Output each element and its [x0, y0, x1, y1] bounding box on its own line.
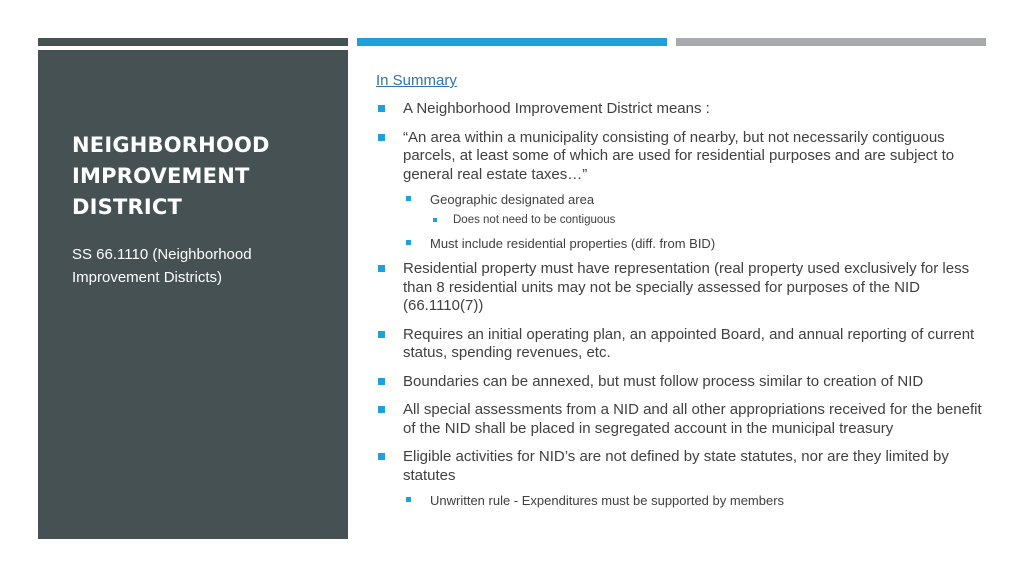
list-item — [376, 373, 986, 392]
square-bullet-icon — [378, 105, 385, 112]
sub-list-item — [403, 235, 986, 252]
sub-list-item — [403, 191, 986, 228]
section-heading: In Summary — [376, 72, 457, 89]
sub-bullet-list — [403, 191, 986, 252]
top-bar-gray — [676, 38, 986, 46]
list-item-text: Eligible activities for NID’s are not defined by state statutes, nor are they limited by statutes — [403, 448, 949, 484]
square-bullet-icon — [378, 134, 385, 141]
bullet-list — [376, 100, 986, 509]
subtitle-line-2: Improvement Districts) — [72, 269, 223, 286]
list-item — [376, 260, 986, 316]
title-panel — [38, 50, 348, 539]
content-area — [376, 71, 986, 519]
list-item — [376, 326, 986, 363]
sub-sub-bullet-list — [430, 213, 986, 228]
list-item — [376, 401, 986, 438]
top-bar-blue — [357, 38, 667, 46]
list-item-text: “An area within a municipality consisting of nearby, but not necessarily contiguous parcels, at least some of which are used for residential purposes and are subject to general real estate taxes…” — [403, 128, 955, 183]
list-item-text: Residential property must have representation (real property used exclusively for less than 8 residential units may not be specially assessed for purposes of the NID (66.1110(7)) — [403, 260, 970, 314]
square-bullet-icon — [378, 378, 385, 385]
slide-subtitle — [72, 243, 332, 289]
square-bullet-icon — [378, 331, 385, 338]
square-bullet-icon — [378, 406, 385, 413]
list-item-text: All special assessments from a NID and all other appropriations received for the benefit of the NID shall be placed in segregated account in the municipal treasury — [403, 401, 982, 437]
sub-list-item-text: Unwritten rule - Expenditures must be supported by members — [430, 493, 785, 508]
sub-bullet-list — [403, 492, 986, 509]
sub-sub-list-item — [430, 213, 986, 228]
square-bullet-icon — [378, 265, 385, 272]
subtitle-line-1: SS 66.1110 (Neighborhood — [72, 246, 252, 263]
square-bullet-icon — [378, 453, 385, 460]
list-item — [376, 448, 986, 509]
sub-list-item-text: Geographic designated area — [430, 192, 595, 207]
square-bullet-icon — [406, 497, 411, 502]
list-item-text: Requires an initial operating plan, an appointed Board, and annual reporting of current status, spending revenues, etc. — [403, 325, 975, 361]
sub-list-item-text: Must include residential properties (diff. from BID) — [430, 236, 716, 251]
list-item-text: A Neighborhood Improvement District means : — [403, 100, 710, 117]
square-bullet-icon — [406, 240, 411, 245]
top-bar-dark — [38, 38, 348, 46]
sub-sub-list-item-text: Does not need to be contiguous — [453, 214, 616, 226]
square-bullet-icon — [406, 196, 411, 201]
square-bullet-icon — [433, 218, 437, 222]
slide-title: NEIGHBORHOOD IMPROVEMENT DISTRICT — [72, 133, 270, 219]
list-item — [376, 129, 986, 253]
list-item-text: Boundaries can be annexed, but must follow process similar to creation of NID — [403, 372, 924, 390]
list-item — [376, 100, 986, 119]
sub-list-item — [403, 492, 986, 509]
